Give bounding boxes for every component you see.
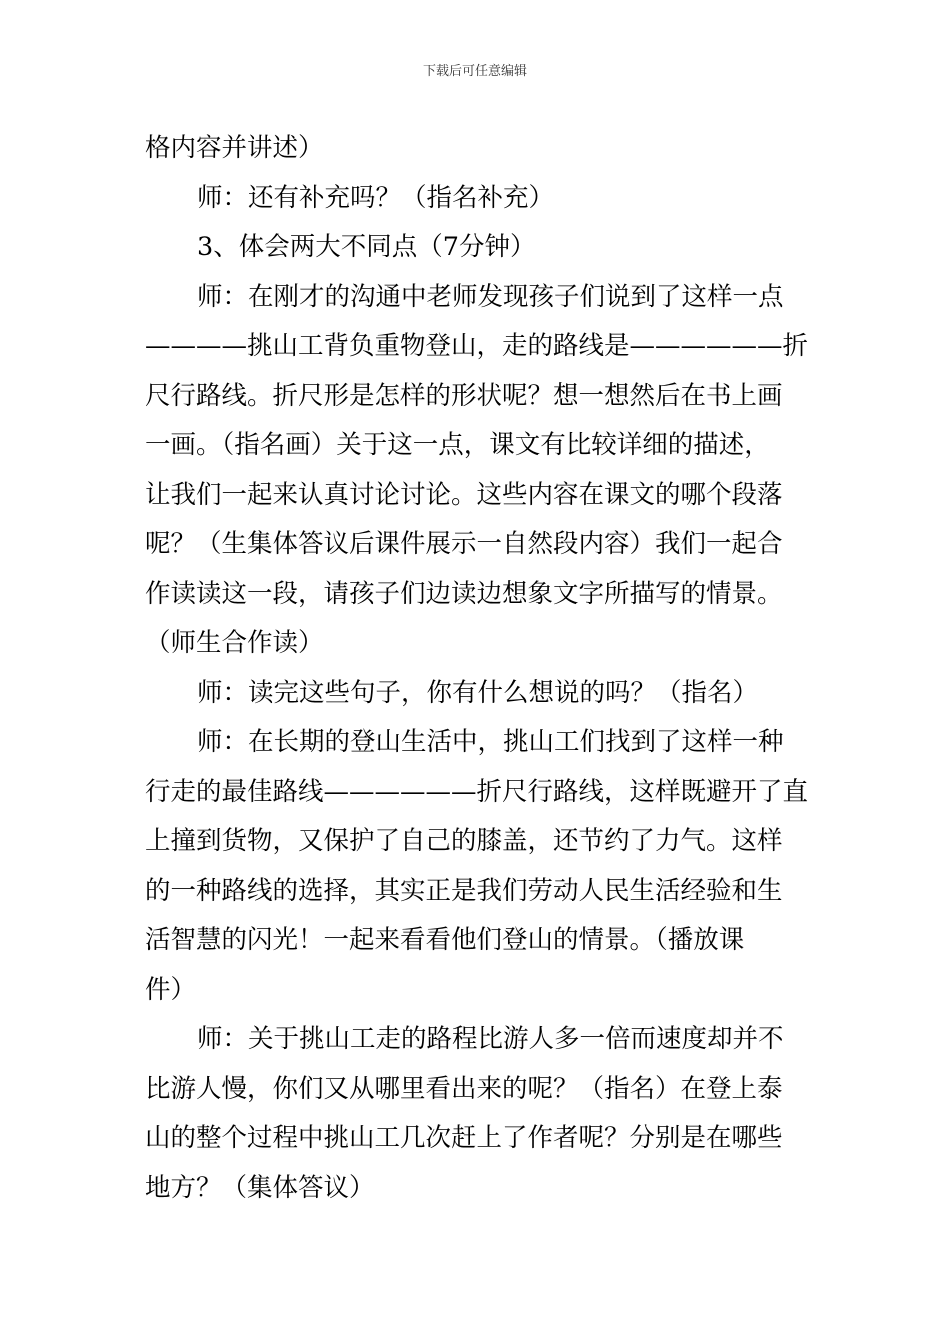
text-line: 一画。（指名画）关于这一点，课文有比较详细的描述， xyxy=(145,430,770,460)
text-line: （师生合作读） xyxy=(145,628,324,658)
text-line: 比游人慢，你们又从哪里看出来的呢？（指名）在登上泰 xyxy=(145,1073,783,1104)
text-line: 让我们一起来认真讨论讨论。这些内容在课文的哪个段落 xyxy=(145,479,783,510)
text-line: 件） xyxy=(145,974,197,1005)
text-line: 尺行路线。折尺形是怎样的形状呢？想一想然后在书上画 xyxy=(145,380,783,411)
paragraph xyxy=(145,669,809,719)
text-line: 师：读完这些句子，你有什么想说的吗？（指名） xyxy=(197,677,759,708)
text-line: 3、体会两大不同点（7分钟） xyxy=(197,232,536,262)
text-line: 山的整个过程中挑山工几次赶上了作者呢？分别是在哪些 xyxy=(145,1123,783,1153)
text-line: 地方？（集体答议） xyxy=(145,1172,375,1203)
text-line: 格内容并讲述） xyxy=(145,133,324,163)
paragraph xyxy=(145,174,809,224)
section-heading xyxy=(145,223,809,273)
text-line: 师：关于挑山工走的路程比游人多一倍而速度却并不 xyxy=(197,1024,784,1054)
text-line: 师：在刚才的沟通中老师发现孩子们说到了这样一点 xyxy=(197,281,784,312)
text-line: 的一种路线的选择，其实正是我们劳动人民生活经验和生 xyxy=(145,875,783,906)
document-body xyxy=(145,124,809,1213)
paragraph xyxy=(145,1015,809,1213)
paragraph xyxy=(145,273,809,669)
text-line: 活智慧的闪光！一起来看看他们登山的情景。（播放课 xyxy=(145,925,745,955)
text-line: 上撞到货物，又保护了自己的膝盖，还节约了力气。这样 xyxy=(145,826,783,856)
text-line: 行走的最佳路线——————折尺行路线，这样既避开了直 xyxy=(145,776,809,807)
page-header: 下载后可任意编辑 xyxy=(422,64,527,79)
text-line: 师：还有补充吗？（指名补充） xyxy=(197,182,555,213)
text-line: 呢？（生集体答议后课件展示一自然段内容）我们一起合 xyxy=(145,529,783,559)
paragraph xyxy=(145,718,809,1015)
text-line: 师：在长期的登山生活中，挑山工们找到了这样一种 xyxy=(197,727,784,757)
paragraph xyxy=(145,124,809,174)
text-line: ————挑山工背负重物登山，走的路线是——————折 xyxy=(145,331,809,361)
text-line: 作读读这一段，请孩子们边读边想象文字所描写的情景。 xyxy=(145,578,783,609)
